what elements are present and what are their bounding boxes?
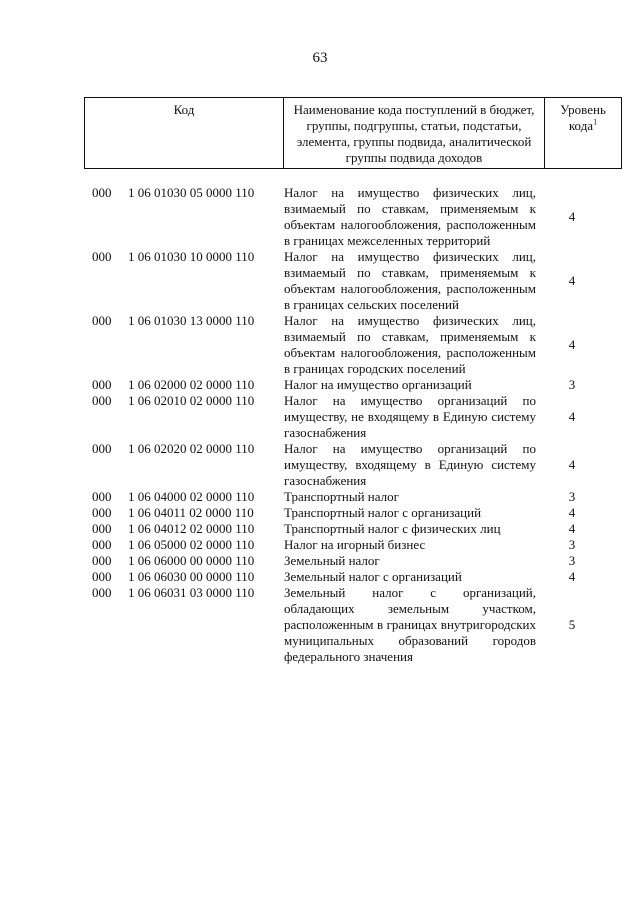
code-level: 4: [568, 337, 576, 352]
admin-code: 000: [92, 185, 112, 200]
table-row: [0, 585, 640, 665]
income-code: 1 06 01030 10 0000 110: [128, 249, 255, 264]
table-row: [0, 441, 640, 489]
income-name: Земельный налог с организаций, обладающих земельным участком, расположенным в границах внутригородских муниципальных образований городов федерального значения: [284, 585, 536, 664]
income-code: 1 06 02020 02 0000 110: [128, 441, 255, 456]
income-code: 1 06 06030 00 0000 110: [128, 569, 255, 584]
code-level: 4: [568, 209, 576, 224]
code-level: 4: [568, 521, 576, 536]
code-level: 4: [568, 505, 576, 520]
code-level: 3: [568, 377, 576, 392]
table-row: [0, 521, 640, 537]
page-number: 63: [312, 50, 328, 66]
code-level: 3: [568, 489, 576, 504]
admin-code: 000: [92, 553, 112, 568]
table-row: [0, 569, 640, 585]
income-code: 1 06 05000 02 0000 110: [128, 537, 255, 552]
income-name: Налог на имущество организаций по имуществу, входящему в Единую систему газоснабжения: [284, 441, 536, 488]
table-body: [0, 185, 640, 665]
income-code: 1 06 06000 00 0000 110: [128, 553, 255, 568]
income-name: Налог на имущество физических лиц, взимаемый по ставкам, применяемым к объектам налогообложения, расположенным в границах сельских поселений: [284, 249, 536, 312]
admin-code: 000: [92, 537, 112, 552]
header-level: [545, 98, 622, 169]
table-row: [0, 377, 640, 393]
income-code: 1 06 04012 02 0000 110: [128, 521, 255, 536]
income-code: 1 06 01030 05 0000 110: [128, 185, 255, 200]
header-code: Код: [85, 98, 284, 169]
code-level: 5: [568, 617, 576, 632]
income-name: Налог на имущество организаций по имуществу, не входящему в Единую систему газоснабжения: [284, 393, 536, 440]
header-name: Наименование кода поступлений в бюджет, группы, подгруппы, статьи, подстатьи, элемента, группы подвида, аналитической группы подвида доходов: [284, 98, 545, 169]
table-row: [0, 185, 640, 249]
income-code: 1 06 06031 03 0000 110: [128, 585, 255, 600]
income-name: Налог на имущество физических лиц, взимаемый по ставкам, применяемым к объектам налогообложения, расположенным в границах межселенных территорий: [284, 185, 536, 248]
table-row: [0, 505, 640, 521]
admin-code: 000: [92, 249, 112, 264]
admin-code: 000: [92, 585, 112, 600]
table-row: [0, 489, 640, 505]
admin-code: 000: [92, 569, 112, 584]
table-row: [0, 313, 640, 377]
income-code: 1 06 02000 02 0000 110: [128, 377, 255, 392]
admin-code: 000: [92, 377, 112, 392]
income-code: 1 06 04011 02 0000 110: [128, 505, 254, 520]
header-level-label: Уровень кода: [560, 102, 606, 133]
footnote-marker: 1: [593, 117, 598, 127]
income-name: Земельный налог: [284, 553, 380, 568]
code-level: 3: [568, 553, 576, 568]
income-code: 1 06 02010 02 0000 110: [128, 393, 255, 408]
income-name: Земельный налог с организаций: [284, 569, 462, 584]
admin-code: 000: [92, 521, 112, 536]
income-name: Транспортный налог с организаций: [284, 505, 482, 520]
table-row: [0, 537, 640, 553]
admin-code: 000: [92, 505, 112, 520]
admin-code: 000: [92, 313, 112, 328]
income-name: Налог на имущество организаций: [284, 377, 472, 392]
table-row: [0, 249, 640, 313]
code-level: 3: [568, 537, 576, 552]
income-name: Налог на игорный бизнес: [284, 537, 426, 552]
table-row: [0, 393, 640, 441]
income-name: Транспортный налог: [284, 489, 399, 504]
code-level: 4: [568, 457, 576, 472]
code-level: 4: [568, 273, 576, 288]
income-code: 1 06 01030 13 0000 110: [128, 313, 255, 328]
admin-code: 000: [92, 489, 112, 504]
table-header: [84, 97, 622, 169]
code-level: 4: [568, 409, 576, 424]
admin-code: 000: [92, 393, 112, 408]
table-row: [0, 553, 640, 569]
income-name: Налог на имущество физических лиц, взимаемый по ставкам, применяемым к объектам налогообложения, расположенным в границах городских поселений: [284, 313, 536, 376]
code-level: 4: [568, 569, 576, 584]
admin-code: 000: [92, 441, 112, 456]
income-code: 1 06 04000 02 0000 110: [128, 489, 255, 504]
income-name: Транспортный налог с физических лиц: [284, 521, 501, 536]
